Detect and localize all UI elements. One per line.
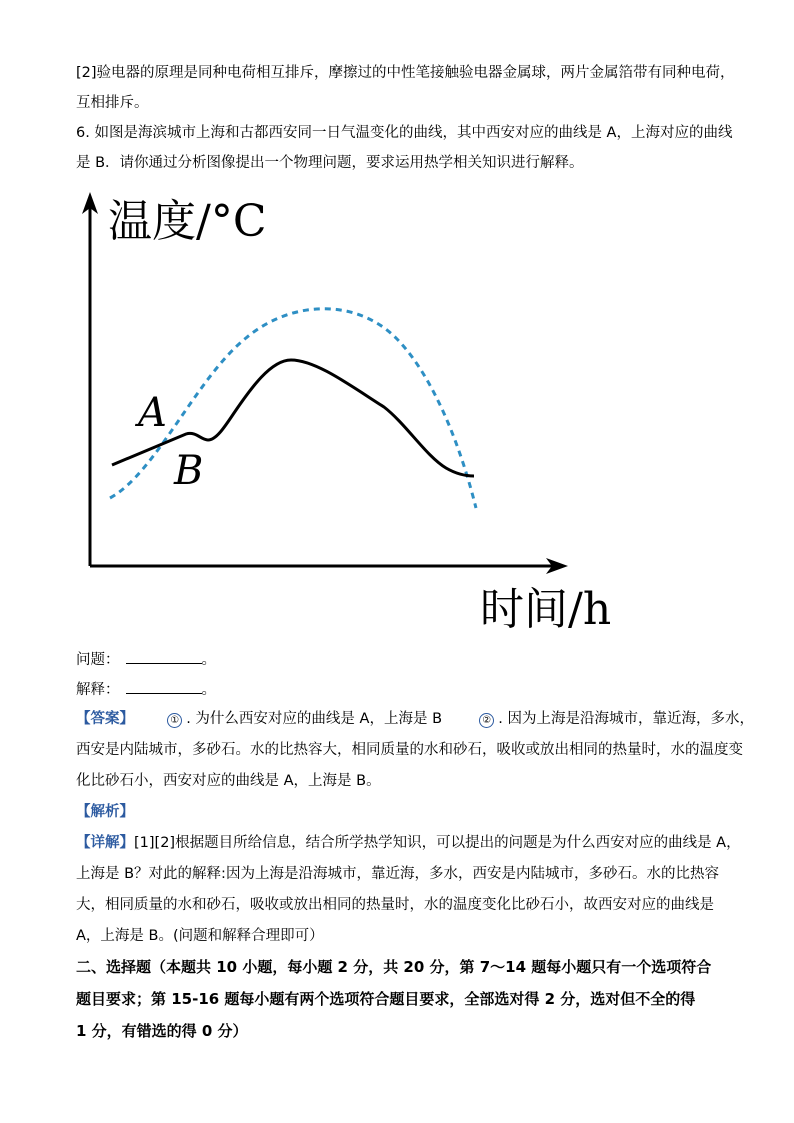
curve-b-label: B (174, 448, 204, 494)
explain-end: 。 (201, 682, 216, 698)
answer-tag: 【答案】 (76, 711, 134, 727)
answer-number-1: ① (167, 713, 182, 728)
y-axis-label: 温度/°C (108, 196, 267, 247)
detail-line-4: A，上海是 B。(问题和解释合理即可） (76, 928, 324, 944)
explain-label: 解释： (76, 682, 120, 698)
section-2-line-3: 1 分，有错选的得 0 分） (76, 1022, 248, 1040)
detail-line-3: 大，相同质量的水和砂石，吸收或放出相同的热量时，水的温度变化比砂石小，故西安对应的曲线是 (76, 897, 714, 913)
text-line-2: 互相排斥。 (76, 95, 149, 111)
answer-line-1 (76, 710, 754, 728)
answer-text-1: . 为什么西安对应的曲线是 A，上海是 B (186, 711, 443, 727)
question-blank-row (76, 650, 726, 669)
detail-line-2: 上海是 B？对此的解释:因为上海是沿海城市，靠近海，多水，西安是内陆城市，多砂石。水的比热容 (76, 866, 719, 882)
explain-blank-row (76, 680, 726, 699)
question-label: 问题： (76, 652, 120, 668)
answer-line-2: 西安是内陆城市，多砂石。水的比热容大，相同质量的水和砂石，吸收或放出相同的热量时，水的温度变 (76, 742, 743, 758)
analysis-tag: 【解析】 (76, 804, 134, 820)
explain-blank[interactable] (126, 680, 202, 694)
text-line-1: [2]验电器的原理是同种电荷相互排斥，摩擦过的中性笔接触验电器金属球，两片金属箔带有同种电荷， (76, 65, 735, 81)
detail-line-1 (76, 834, 741, 852)
curve-a-label: A (138, 390, 167, 436)
answer-number-2: ② (479, 713, 494, 728)
section-2-line-1: 二、选择题（本题共 10 小题，每小题 2 分，共 20 分，第 7～14 题每小题只有一个选项符合 (76, 958, 712, 976)
section-2-line-2: 题目要求；第 15-16 题每小题有两个选项符合题目要求，全部选对得 2 分，选对但不全的得 (76, 990, 696, 1008)
temperature-graph (76, 188, 636, 638)
detail-text-1: [1][2]根据题目所给信息，结合所学热学知识，可以提出的问题是为什么西安对应的曲线是 A， (134, 835, 741, 851)
answer-line-3: 化比砂石小，西安对应的曲线是 A，上海是 B。 (76, 773, 381, 789)
question-end: 。 (201, 652, 216, 668)
question-6-line-1: 6. 如图是海滨城市上海和古都西安同一日气温变化的曲线，其中西安对应的曲线是 A，上海对应的曲线 (76, 125, 733, 141)
question-blank[interactable] (126, 650, 202, 664)
question-6-line-2: 是 B．请你通过分析图像提出一个物理问题，要求运用热学相关知识进行解释。 (76, 155, 584, 171)
detail-tag: 【详解】 (76, 835, 134, 851)
x-axis-label: 时间/h (480, 584, 612, 635)
answer-text-2: . 因为上海是沿海城市，靠近海，多水， (498, 711, 754, 727)
